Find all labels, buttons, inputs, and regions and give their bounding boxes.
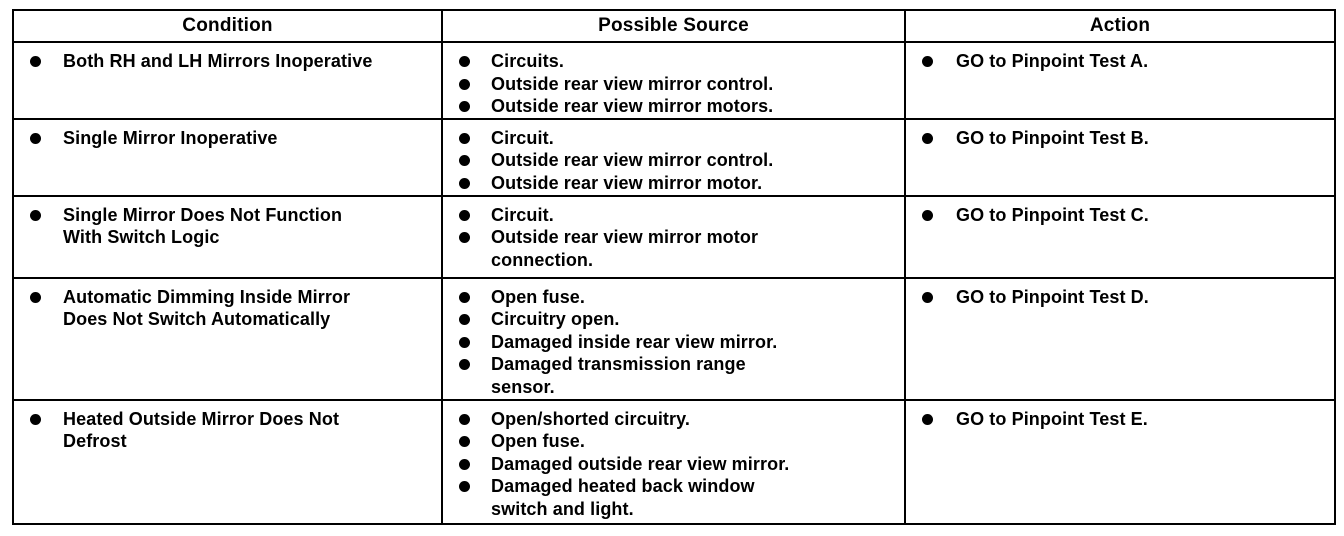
source-text: Outside rear view mirror motor connection. [491,227,759,270]
bullet-icon [459,337,470,348]
bullet-icon [459,481,470,492]
source-cell [442,119,905,196]
source-text: Outside rear view mirror motors. [491,96,774,116]
bullet-icon [922,292,933,303]
action-cell [905,119,1335,196]
bullet-icon [459,459,470,470]
bullet-icon [459,359,470,370]
source-item [455,50,898,73]
source-text: Damaged inside rear view mirror. [491,331,778,352]
source-item [455,453,898,476]
bullet-icon [459,178,470,189]
source-text: Open fuse. [491,286,586,307]
bullet-icon [459,79,470,90]
action-item [918,408,1328,431]
table-row [13,42,1335,119]
header-row [13,10,1335,42]
source-text: Damaged outside rear view mirror. [491,453,790,474]
source-item [455,308,898,331]
source-text: Outside rear view mirror control. [491,150,774,170]
source-text: Circuit. [491,204,554,225]
bullet-icon [922,56,933,67]
condition-text: Heated Outside Mirror Does Not [63,408,340,429]
condition-item [26,127,435,150]
source-item [455,127,898,150]
source-text: Circuit. [491,127,554,148]
bullet-icon [30,292,41,303]
bullet-icon [30,56,41,67]
bullet-icon [459,101,470,112]
source-item [455,475,898,520]
action-item [918,127,1328,150]
bullet-icon [922,210,933,221]
action-cell [905,42,1335,119]
source-cell [442,42,905,119]
source-item [455,331,898,354]
condition-text: Single Mirror Inoperative [63,127,278,148]
bullet-icon [459,133,470,144]
condition-cell [13,196,442,278]
table-row [13,119,1335,196]
action-text: GO to Pinpoint Test B. [956,127,1149,148]
action-cell [905,400,1335,524]
action-text: GO to Pinpoint Test C. [956,204,1149,225]
bullet-icon [30,210,41,221]
condition-text: Automatic Dimming Inside Mirror [63,286,351,307]
source-text: Open fuse. [491,431,586,451]
action-cell [905,278,1335,400]
table-row [13,400,1335,524]
source-item [455,149,898,172]
bullet-icon [30,414,41,425]
condition-text: Does Not Switch Automatically [63,309,331,329]
condition-item [26,204,435,249]
condition-text: Single Mirror Does Not Function [63,204,343,225]
bullet-icon [459,210,470,221]
bullet-icon [459,155,470,166]
condition-cell [13,400,442,524]
source-text: Outside rear view mirror control. [491,73,774,94]
bullet-icon [30,133,41,144]
source-item [455,95,898,118]
table-row [13,196,1335,278]
bullet-icon [922,414,933,425]
condition-item [26,50,435,73]
source-item [455,286,898,309]
source-text: Circuits. [491,51,564,71]
action-item [918,50,1328,73]
bullet-icon [459,56,470,67]
action-text: GO to Pinpoint Test D. [956,286,1149,307]
source-item [455,204,898,227]
source-item [455,353,898,398]
condition-cell [13,42,442,119]
bullet-icon [459,232,470,243]
action-text: GO to Pinpoint Test A. [956,51,1149,71]
source-item [455,226,898,271]
condition-cell [13,119,442,196]
source-cell [442,196,905,278]
action-text: GO to Pinpoint Test E. [956,408,1148,429]
source-item [455,172,898,195]
bullet-icon [922,133,933,144]
bullet-icon [459,436,470,447]
table-row [13,278,1335,400]
source-text: Circuitry open. [491,309,620,329]
bullet-icon [459,292,470,303]
condition-item [26,286,435,331]
header-condition: Condition [13,10,442,42]
condition-cell [13,278,442,400]
source-text: Outside rear view mirror motor. [491,172,763,193]
condition-text: Both RH and LH Mirrors Inoperative [63,51,373,71]
source-item [455,430,898,453]
action-item [918,286,1328,309]
action-cell [905,196,1335,278]
action-item [918,204,1328,227]
diagnosis-table [12,9,1336,525]
source-cell [442,400,905,524]
condition-text: With Switch Logic [63,227,220,247]
source-text: Damaged transmission range sensor. [491,354,746,397]
bullet-icon [459,414,470,425]
header-action: Action [905,10,1335,42]
source-item [455,408,898,431]
source-text: Open/shorted circuitry. [491,408,691,429]
source-text: Damaged heated back window switch and light. [491,476,755,519]
source-cell [442,278,905,400]
header-possible-source: Possible Source [442,10,905,42]
source-item [455,73,898,96]
bullet-icon [459,314,470,325]
condition-item [26,408,435,453]
condition-text: Defrost [63,431,127,451]
